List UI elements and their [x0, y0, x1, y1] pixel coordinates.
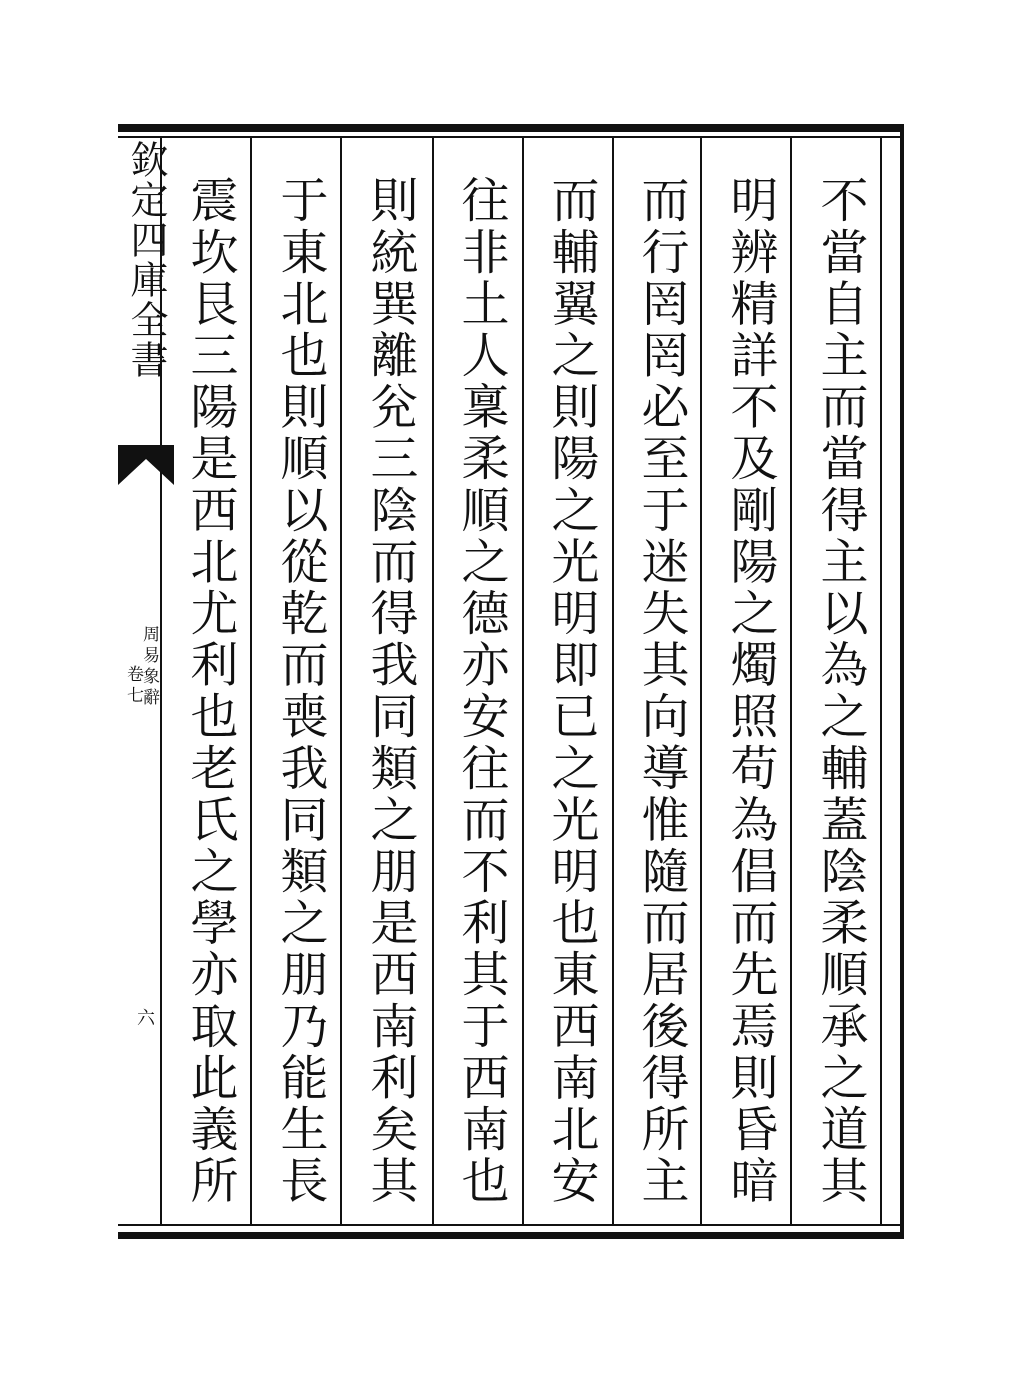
right-border-rule	[900, 124, 904, 1239]
column-divider	[432, 138, 434, 1224]
text-column-5: 往非土人稟柔順之德亦安往而不利其于西南也	[453, 175, 509, 1207]
text-column-6: 則統巽離兊三陰而得我同類之朋是西南利矣其	[362, 175, 418, 1207]
column-divider	[250, 138, 252, 1224]
text-column-8: 震坎艮三陽是西北尤利也老氏之學亦取此義所	[182, 175, 238, 1207]
book-title-text: 周易象辭	[139, 625, 159, 709]
text-column-2: 明辨精詳不及剛陽之燭照苟為倡而先焉則昏暗	[722, 175, 778, 1207]
text-column-1: 不當自主而當得主以為之輔蓋陰柔順承之道其	[812, 175, 868, 1207]
column-divider	[790, 138, 792, 1224]
bottom-border-rule	[118, 1232, 904, 1239]
top-border-rule	[118, 124, 904, 132]
column-divider	[880, 138, 882, 1224]
column-divider	[340, 138, 342, 1224]
text-column-4: 而輔翼之則陽之光明即已之光明也東西南北安	[543, 175, 599, 1207]
volume-label: 卷七	[123, 665, 143, 707]
collection-title: 欽定四庫全書	[124, 140, 168, 380]
column-divider	[612, 138, 614, 1224]
column-divider	[522, 138, 524, 1224]
text-column-3: 而行罔罔必至于迷失其向導惟隨而居後得所主	[633, 175, 689, 1207]
fishtail-mark-icon	[118, 445, 174, 485]
top-border-thin-rule	[118, 136, 904, 138]
leaf-number: 六	[134, 1008, 155, 1026]
text-column-7: 于東北也則順以從乾而喪我同類之朋乃能生長	[272, 175, 328, 1207]
